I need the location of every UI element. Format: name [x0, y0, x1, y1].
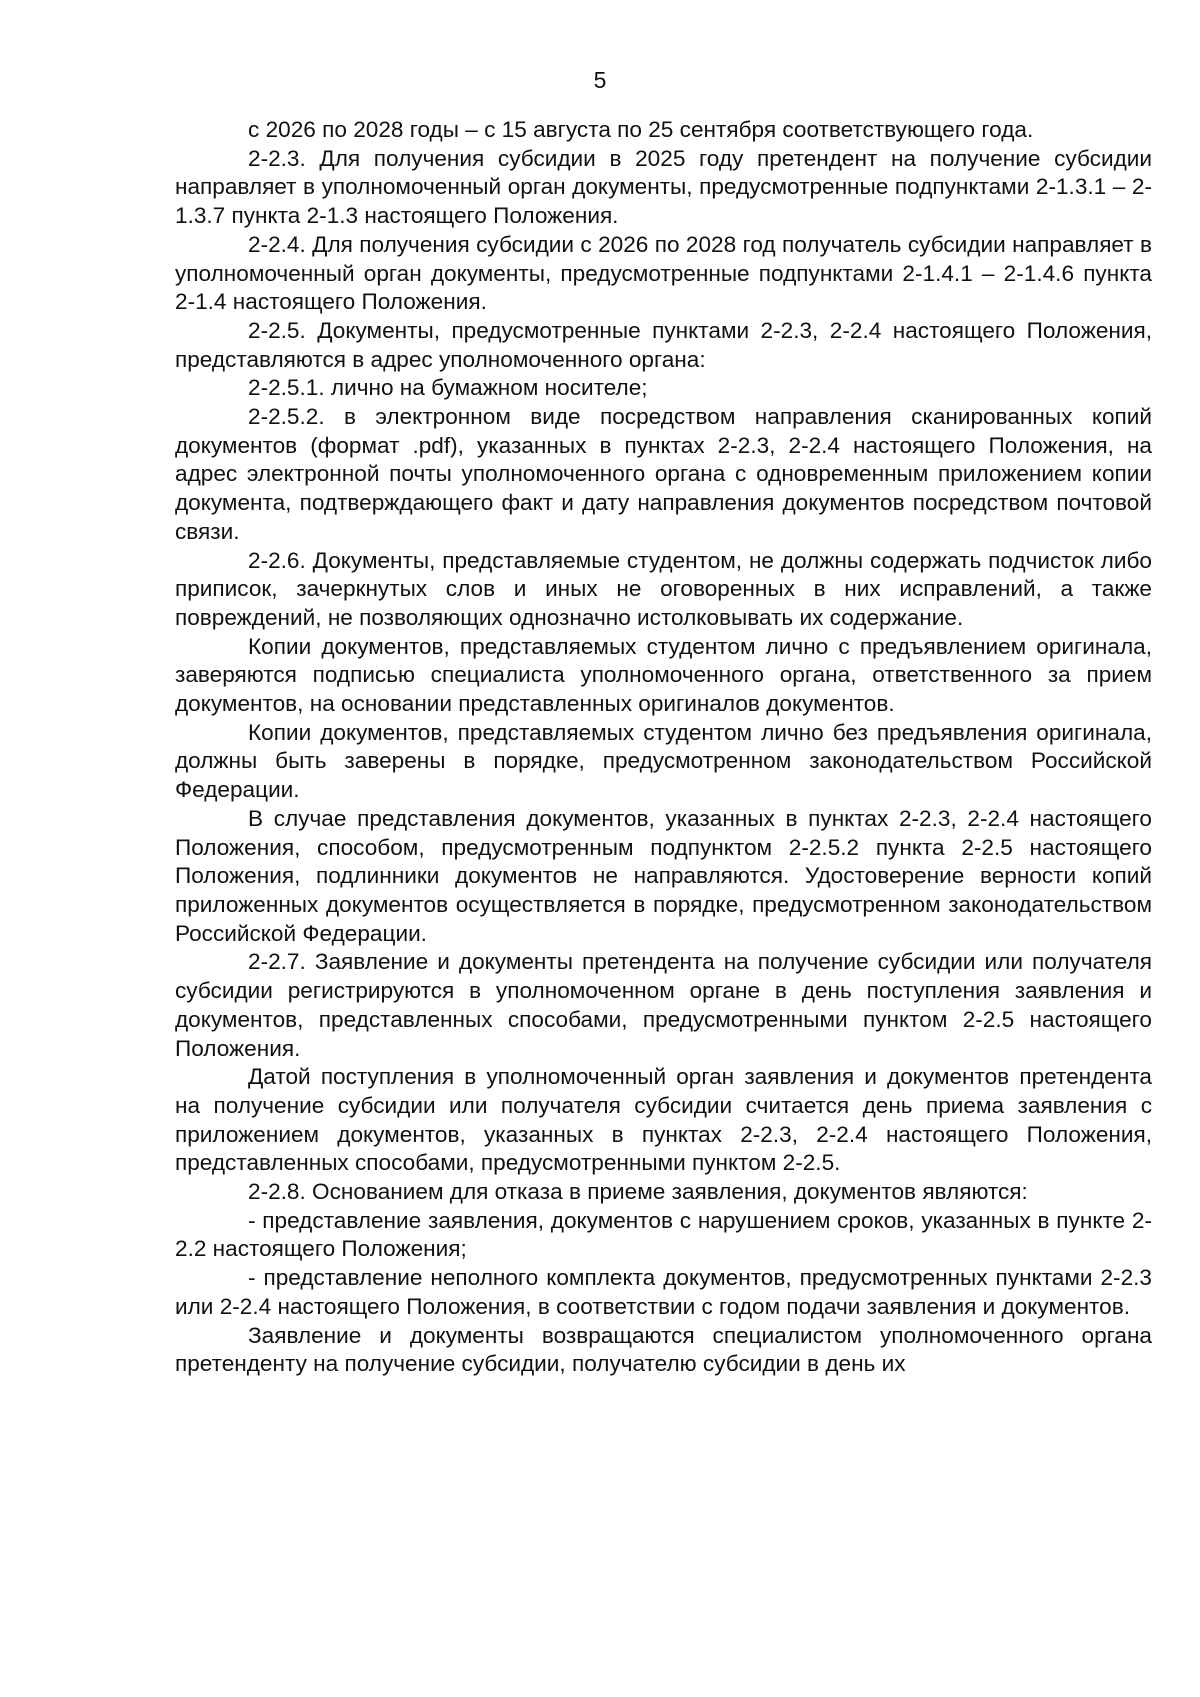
document-body	[175, 116, 1152, 1379]
paragraph-2-2-4: 2-2.4. Для получения субсидии с 2026 по 2028 год получатель субсидии направляет в уполномоченный орган документы, предусмотренные подпунктами 2-1.4.1 – 2-1.4.6 пункта 2-1.4 настоящего Положения.	[175, 231, 1152, 315]
paragraph-copies-without-original: Копии документов, представляемых студентом лично без предъявления оригинала, должны быть заверены в порядке, предусмотренном законодательством Российской Федерации.	[175, 719, 1152, 803]
paragraph-deadline-2026-2028: с 2026 по 2028 годы – с 15 августа по 25 сентября соответствующего года.	[248, 117, 1034, 142]
paragraph-electronic-submission: В случае представления документов, указанных в пунктах 2-2.3, 2-2.4 настоящего Положения, способом, предусмотренным подпунктом 2-2.5.2 пункта 2-2.5 настоящего Положения, подлинники документов не направляются. Удостоверение верности копий приложенных документов осуществляется в порядке, предусмотренном законодательством Российской Федерации.	[175, 805, 1152, 946]
paragraph-2-2-3: 2-2.3. Для получения субсидии в 2025 году претендент на получение субсидии направляет в уполномоченный орган документы, предусмотренные подпунктами 2-1.3.1 – 2-1.3.7 пункта 2-1.3 настоящего Положения.	[175, 145, 1152, 229]
paragraph-documents-returned: Заявление и документы возвращаются специалистом уполномоченного органа претенденту на получение субсидии, получателю субсидии в день их	[175, 1322, 1152, 1377]
list-item-incomplete-set: - представление неполного комплекта документов, предусмотренных пунктами 2-2.3 или 2-2.4 настоящего Положения, в соответствии с годом подачи заявления и документов.	[175, 1265, 1152, 1319]
paragraph-2-2-6: 2-2.6. Документы, представляемые студентом, не должны содержать подчисток либо приписок, зачеркнутых слов и иных не оговоренных в них исправлений, а также повреждений, не позволяющих однозначно истолковывать их содержание.	[175, 547, 1152, 630]
paragraph-2-2-5-1: 2-2.5.1. лично на бумажном носителе;	[248, 375, 648, 401]
list-item-deadline-violation: - представление заявления, документов с нарушением сроков, указанных в пункте 2-2.2 настоящего Положения;	[175, 1207, 1152, 1262]
paragraph-copies-with-original: Копии документов, представляемых студентом лично с предъявлением оригинала, заверяются подписью специалиста уполномоченного органа, ответственного за прием документов, на основании представленных оригиналов документов.	[175, 633, 1152, 717]
paragraph-2-2-7: 2-2.7. Заявление и документы претендента на получение субсидии или получателя субсидии регистрируются в уполномоченном органе в день поступления заявления и документов, представленных способами, предусмотренными пунктом 2-2.5 настоящего Положения.	[175, 949, 1152, 1061]
paragraph-2-2-5: 2-2.5. Документы, предусмотренные пунктами 2-2.3, 2-2.4 настоящего Положения, представляются в адрес уполномоченного органа:	[175, 317, 1152, 372]
paragraph-2-2-8: 2-2.8. Основанием для отказа в приеме заявления, документов являются:	[248, 1179, 1028, 1205]
page-number: 5	[593, 67, 607, 93]
paragraph-2-2-5-2: 2-2.5.2. в электронном виде посредством направления сканированных копий документов (формат .pdf), указанных в пунктах 2-2.3, 2-2.4 настоящего Положения, на адрес электронной почты уполномоченного органа с одновременным приложением копии документа, подтверждающего факт и дату направления документов посредством почтовой связи.	[175, 404, 1152, 544]
paragraph-receipt-date: Датой поступления в уполномоченный орган заявления и документов претендента на получение субсидии или получателя субсидии считается день приема заявления с приложением документов, указанных в пунктах 2-2.3, 2-2.4 настоящего Положения, представленных способами, предусмотренными пунктом 2-2.5.	[175, 1064, 1152, 1176]
